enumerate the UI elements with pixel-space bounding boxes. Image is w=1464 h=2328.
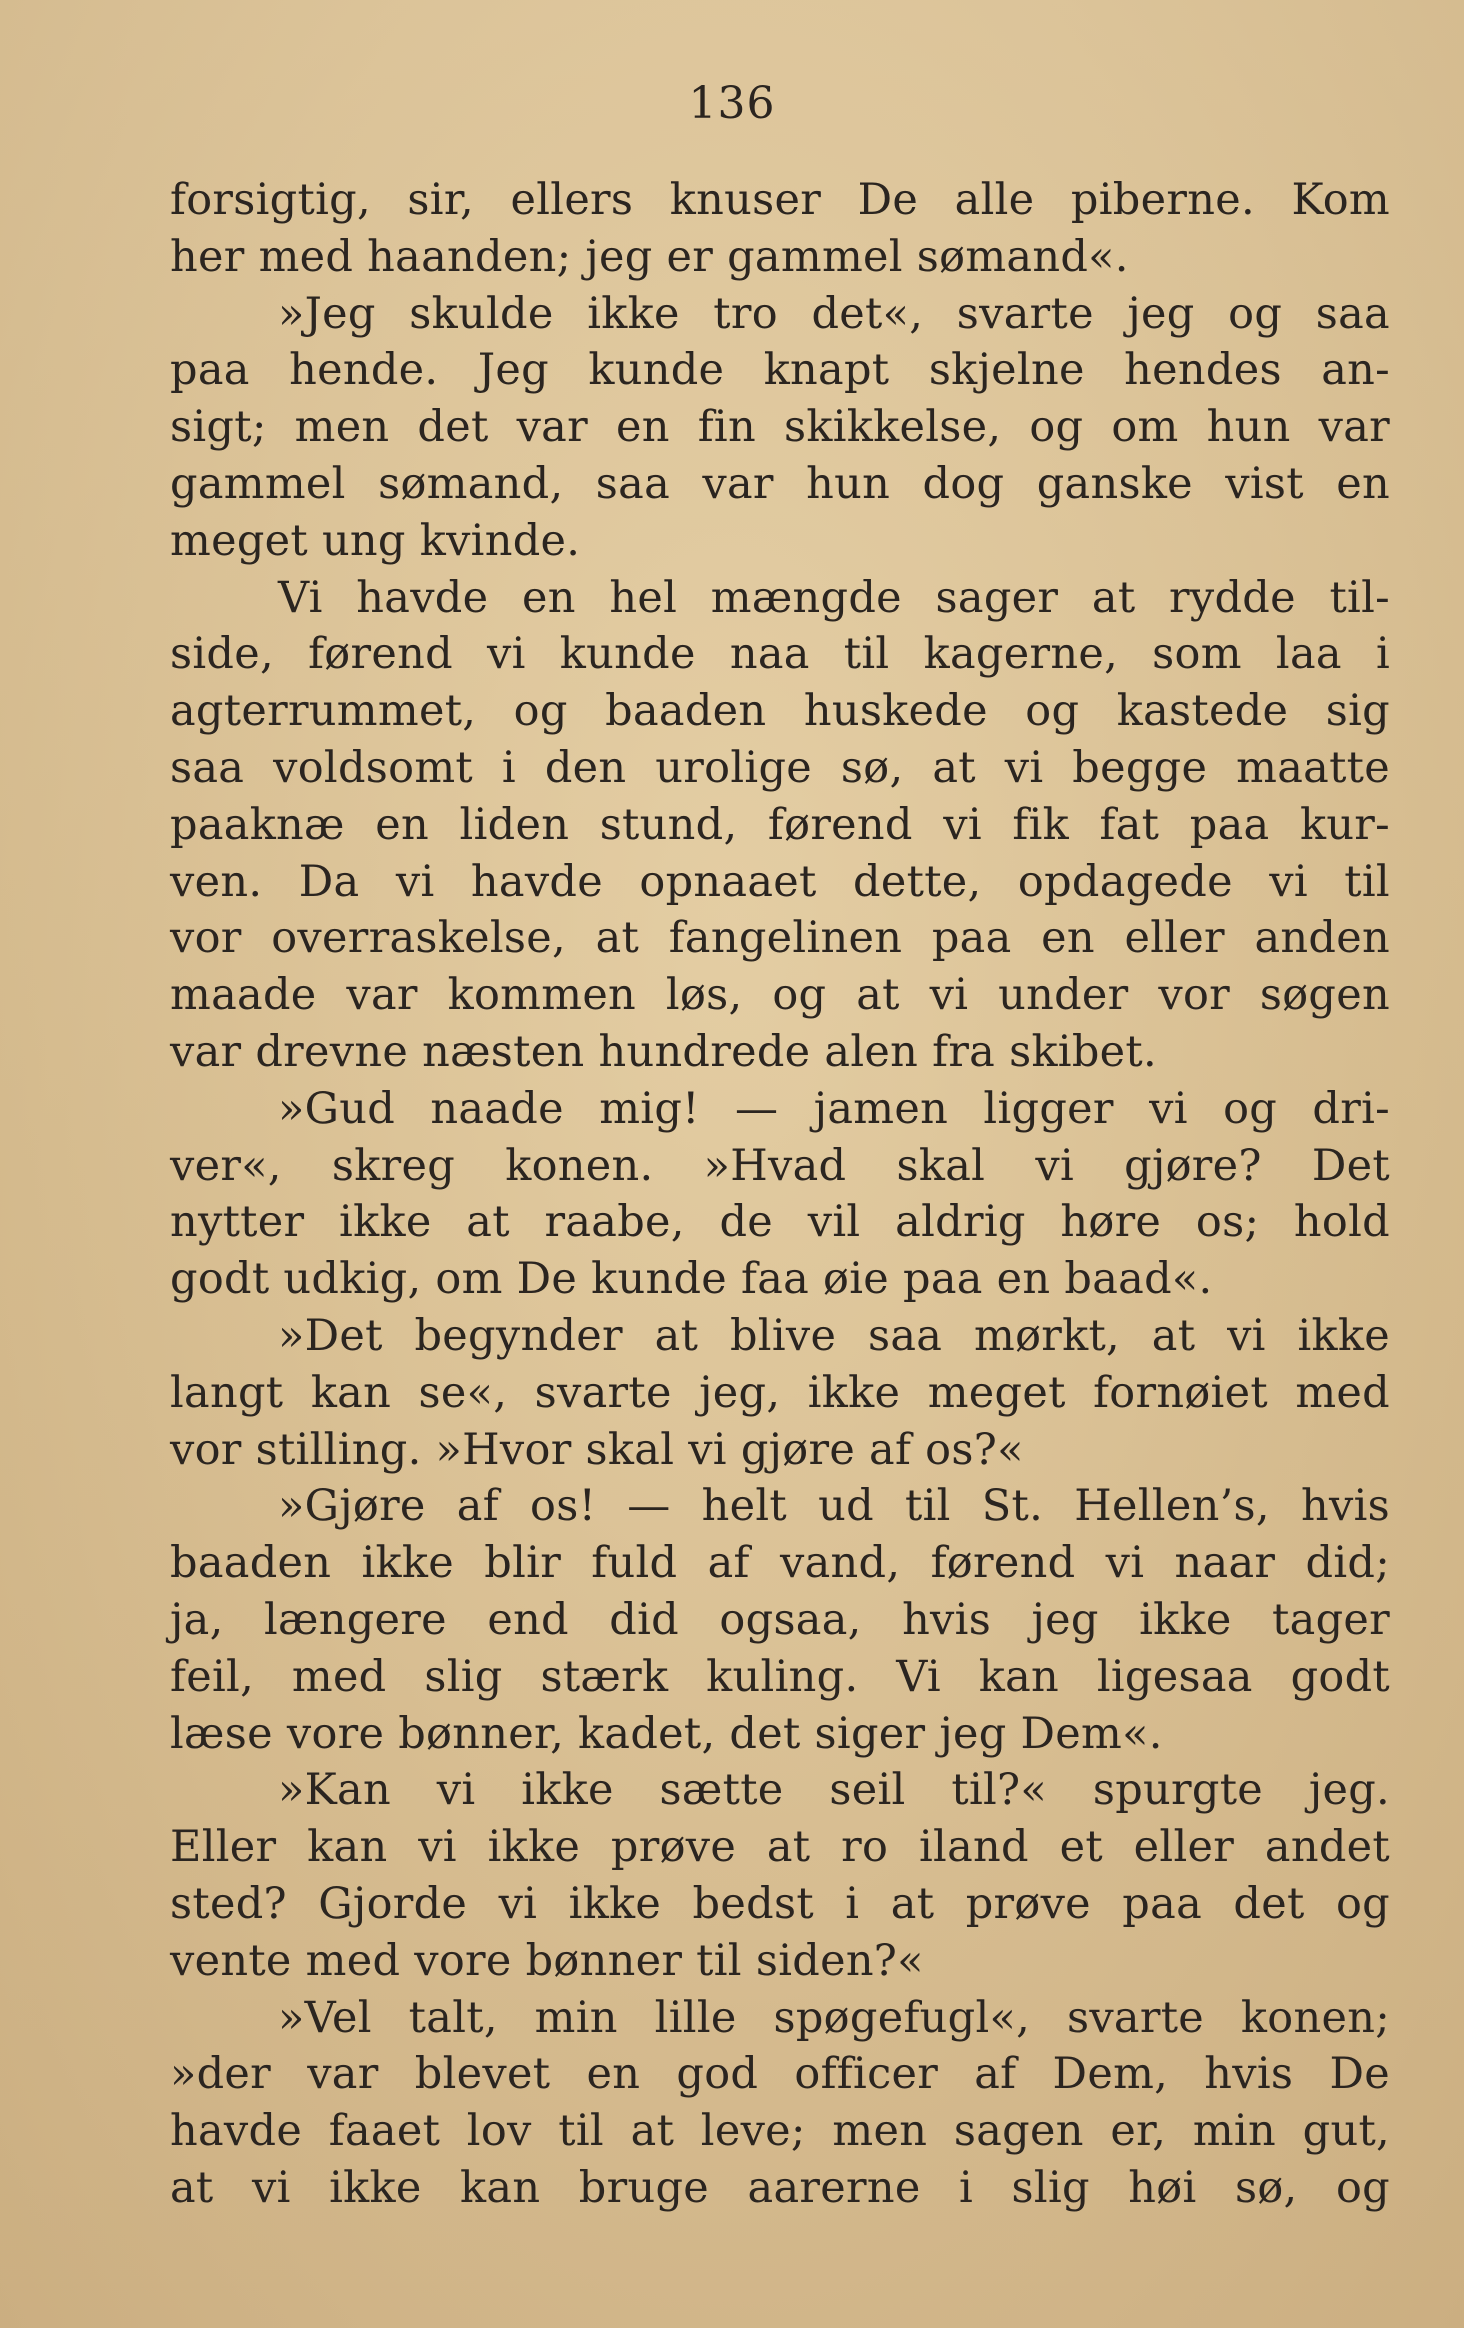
text-line: feil, med slig stærk kuling. Vi kan ligesaa godt	[170, 1651, 1390, 1702]
text-line: paaknæ en liden stund, førend vi fik fat paa kur-	[170, 799, 1390, 850]
text-line: paa hende. Jeg kunde knapt skjelne hendes an-	[170, 345, 1390, 396]
text-line: meget ung kvinde.	[170, 515, 581, 566]
text-line: havde faaet lov til at leve; men sagen er, min gut,	[170, 2106, 1390, 2157]
text-line: Vi havde en hel mængde sager at rydde til-	[278, 572, 1390, 623]
text-line: her med haanden; jeg er gammel sømand«.	[170, 231, 1129, 282]
text-line: saa voldsomt i den urolige sø, at vi begge maatte	[170, 742, 1390, 793]
text-line: baaden ikke blir fuld af vand, førend vi naar did;	[170, 1538, 1390, 1589]
text-line: »Kan vi ikke sætte seil til?« spurgte jeg.	[278, 1765, 1390, 1816]
body-text	[170, 172, 1390, 2217]
text-line: vor overraskelse, at fangelinen paa en eller anden	[170, 913, 1390, 964]
text-line: forsigtig, sir, ellers knuser De alle piberne. Kom	[170, 175, 1390, 225]
text-line: godt udkig, om De kunde faa øie paa en baad«.	[170, 1254, 1213, 1305]
text-line: »Vel talt, min lille spøgefugl«, svarte konen;	[278, 1992, 1390, 2043]
text-line: vente med vore bønner til siden?«	[170, 1935, 924, 1986]
text-line: agterrummet, og baaden huskede og kastede sig	[170, 686, 1390, 737]
text-line: »der var blevet en god officer af Dem, hvis De	[170, 2049, 1390, 2100]
text-line: langt kan se«, svarte jeg, ikke meget fornøiet med	[170, 1367, 1390, 1418]
text-line: »Gud naade mig! — jamen ligger vi og dri-	[278, 1083, 1390, 1134]
text-line: vor stilling. »Hvor skal vi gjøre af os?«	[170, 1424, 1024, 1475]
text-line: ven. Da vi havde opnaaet dette, opdagede vi til	[170, 856, 1390, 907]
text-line: Eller kan vi ikke prøve at ro iland et eller andet	[170, 1822, 1390, 1873]
text-line: sted? Gjorde vi ikke bedst i at prøve paa det og	[170, 1878, 1390, 1929]
text-line: »Jeg skulde ikke tro det«, svarte jeg og saa	[278, 288, 1390, 339]
text-line: maade var kommen løs, og at vi under vor søgen	[170, 970, 1390, 1021]
text-line: var drevne næsten hundrede alen fra skibet.	[170, 1026, 1157, 1077]
text-line: at vi ikke kan bruge aarerne i slig høi sø, og	[170, 2162, 1390, 2213]
text-line: læse vore bønner, kadet, det siger jeg Dem«.	[170, 1708, 1163, 1759]
text-line: ver«, skreg konen. »Hvad skal vi gjøre? Det	[170, 1140, 1390, 1191]
text-line: side, førend vi kunde naa til kagerne, som laa i	[170, 629, 1390, 680]
text-line: nytter ikke at raabe, de vil aldrig høre os; hold	[170, 1197, 1390, 1248]
text-line: »Gjøre af os! — helt ud til St. Hellen’s, hvis	[278, 1481, 1390, 1532]
text-line: gammel sømand, saa var hun dog ganske vist en	[170, 458, 1390, 509]
text-line: ja, længere end did ogsaa, hvis jeg ikke tager	[170, 1594, 1390, 1645]
page-number: 136	[688, 78, 776, 129]
text-line: sigt; men det var en fin skikkelse, og om hun var	[170, 402, 1390, 453]
text-line: »Det begynder at blive saa mørkt, at vi ikke	[278, 1310, 1390, 1361]
